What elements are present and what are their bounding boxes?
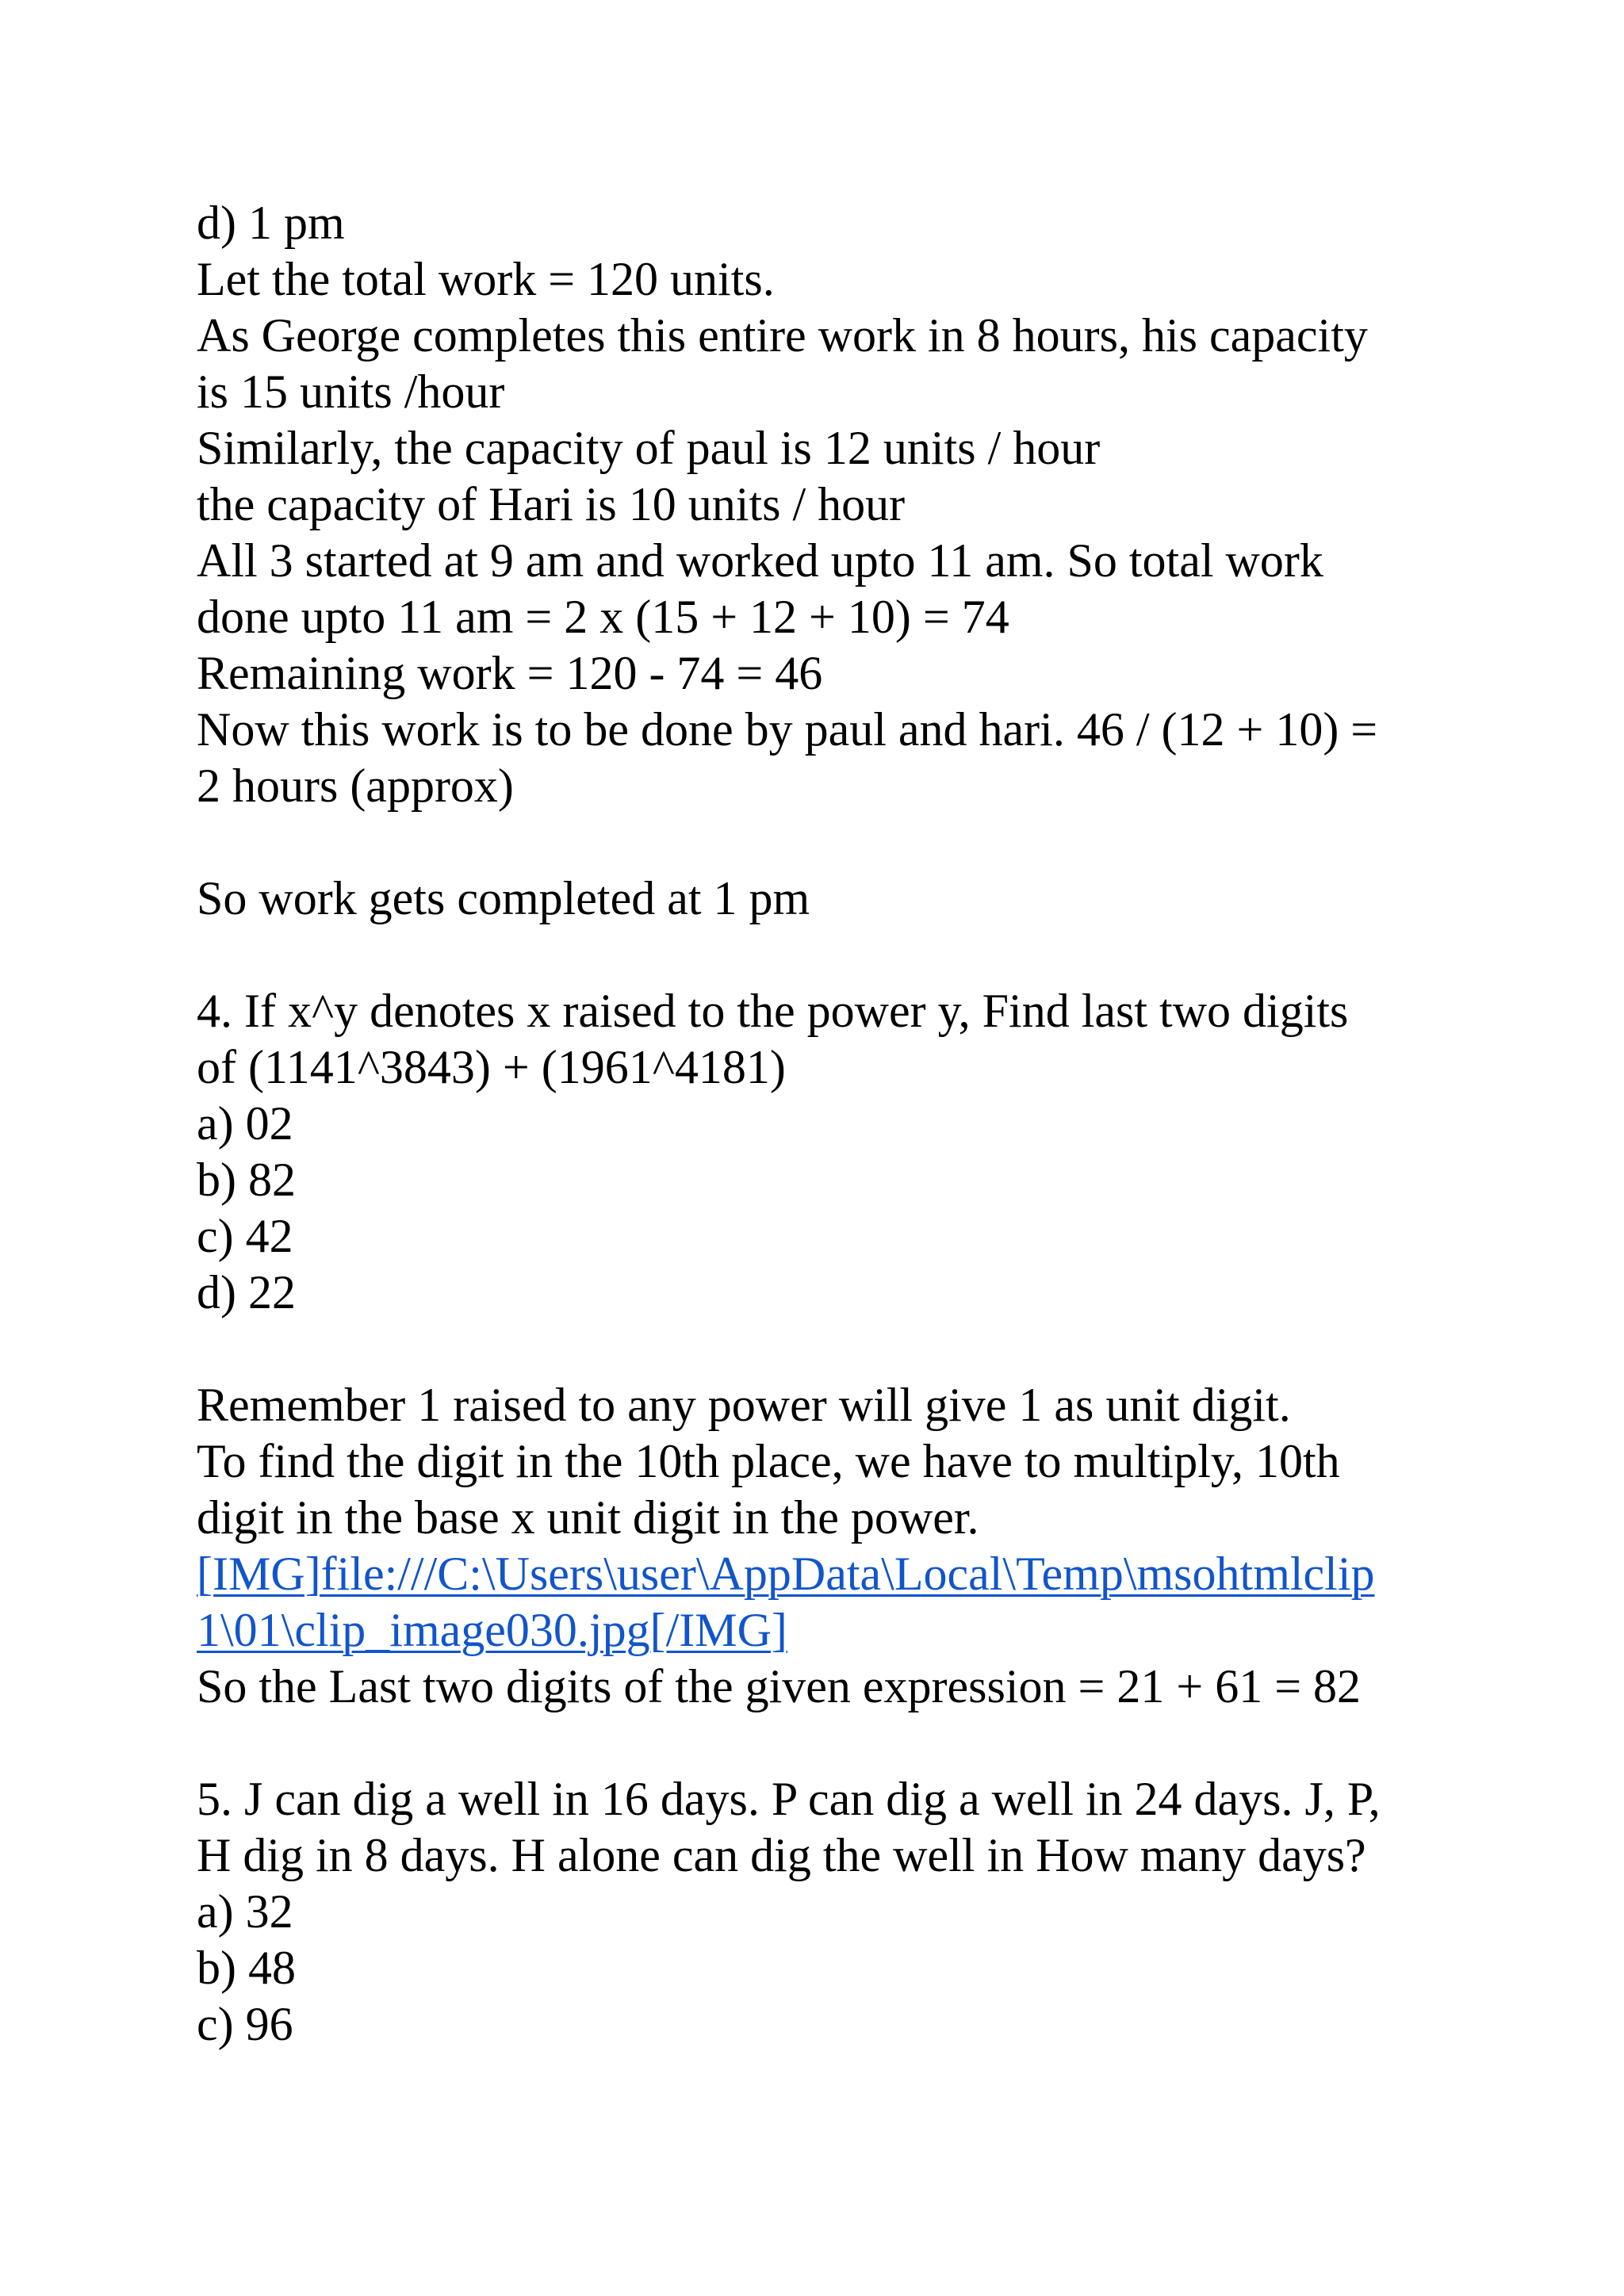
- image-link[interactable]: [IMG]file:///C:\Users\user\AppData\Local\Temp\msohtmlclip: [197, 1548, 1375, 1600]
- question-4: [197, 983, 1434, 1321]
- blank-line: [197, 927, 1434, 983]
- solution-line: is 15 units /hour: [197, 365, 505, 418]
- solution-line: As George completes this entire work in 8 hours, his capacity: [197, 309, 1368, 362]
- blank-line: [197, 1715, 1434, 1771]
- solution-line: digit in the base x unit digit in the power.: [197, 1491, 979, 1544]
- question-text: 4. If x^y denotes x raised to the power y, Find last two digits: [197, 985, 1349, 1037]
- answer-option-b: b) 82: [197, 1154, 296, 1206]
- solution-line: done upto 11 am = 2 x (15 + 12 + 10) = 74: [197, 591, 1009, 643]
- image-link[interactable]: 1\01\clip_image030.jpg[/IMG]: [197, 1604, 787, 1656]
- question-5: [197, 1771, 1434, 2053]
- answer-option-d: d) 22: [197, 1266, 296, 1318]
- solution-line: Let the total work = 120 units.: [197, 253, 775, 305]
- answer-option: d) 1 pm: [197, 197, 345, 249]
- document-body: [197, 195, 1434, 2053]
- question-text: H dig in 8 days. H alone can dig the well in How many days?: [197, 1829, 1366, 1881]
- blank-line: [197, 1321, 1434, 1377]
- answer-option-c: c) 96: [197, 1998, 293, 2050]
- solution-line: 2 hours (approx): [197, 760, 514, 812]
- solution-line: Remaining work = 120 - 74 = 46: [197, 647, 823, 699]
- solution-line: Similarly, the capacity of paul is 12 units / hour: [197, 422, 1101, 474]
- answer-option-b: b) 48: [197, 1942, 296, 1994]
- question-text: of (1141^3843) + (1961^4181): [197, 1041, 786, 1093]
- answer-option-a: a) 32: [197, 1885, 293, 1938]
- solution-line: To find the digit in the 10th place, we have to multiply, 10th: [197, 1435, 1340, 1487]
- solution-line: the capacity of Hari is 10 units / hour: [197, 478, 906, 530]
- blank-line: [197, 814, 1434, 871]
- solution-result: So the Last two digits of the given expression = 21 + 61 = 82: [197, 1660, 1362, 1712]
- solution-conclusion: So work gets completed at 1 pm: [197, 872, 810, 924]
- solution-line: Now this work is to be done by paul and hari. 46 / (12 + 10) =: [197, 703, 1378, 756]
- solution-line: Remember 1 raised to any power will give 1 as unit digit.: [197, 1379, 1291, 1431]
- answer-option-c: c) 42: [197, 1210, 293, 1262]
- question-4-solution: [197, 1377, 1434, 1715]
- answer-option-a: a) 02: [197, 1097, 293, 1150]
- question-text: 5. J can dig a well in 16 days. P can dig a well in 24 days. J, P,: [197, 1773, 1381, 1825]
- previous-solution: [197, 195, 1434, 814]
- solution-line: All 3 started at 9 am and worked upto 11 am. So total work: [197, 534, 1323, 587]
